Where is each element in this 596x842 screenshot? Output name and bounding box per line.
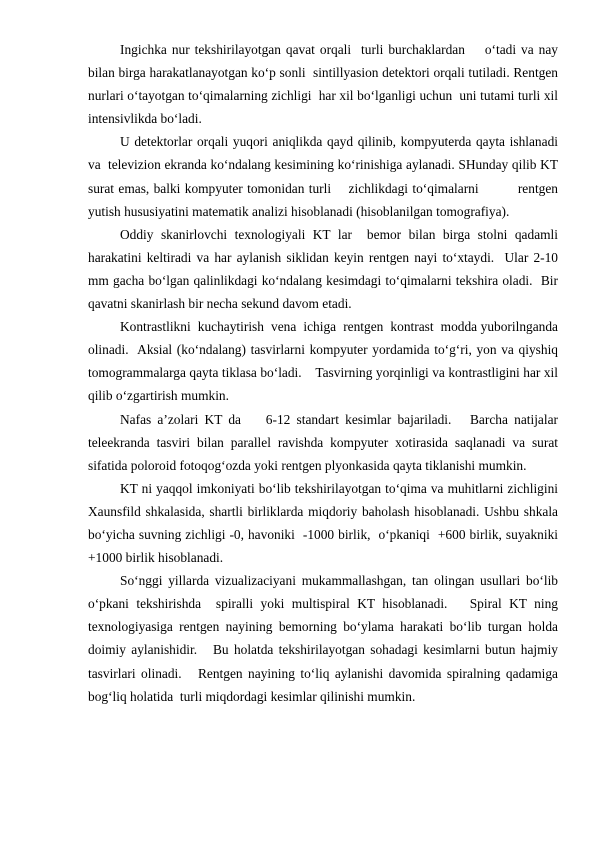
paragraph-4: Kontrastlikni kuchaytirish vena ichiga rentgen kontrast modda yuborilnganda olinadi. Aksial (ko‘ndalang) tasvirlarni kompyuter yordamida to‘g‘ri, yon va qiyshiq tomogrammalarga qayta tiklasa bo‘ladi. Tasvirning yorqinligi va kontrastligini har xil qilib o‘zgartirish mumkin. — [88, 319, 565, 404]
paragraph-5: Nafas a’zolari KT da 6-12 standart kesimlar bajariladi. Barcha natijalar teleekranda tasviri bilan parallel ravishda kompyuter xotirasida saqlanadi va surat sifatida poloroid fotoqog‘ozda yoki rentgen plyonkasida qayta tiklanishi mumkin. — [88, 411, 562, 473]
paragraph-7: So‘nggi yillarda vizualizaciyani mukammallashgan, tan olingan usullari bo‘lib o‘pkani tekshirishda spiralli yoki multispiral KT hisoblanadi. Spiral KT ning texnologiyasiga rentgen nayining bemorning bo‘ylama harakati bo‘lib turgan holda doimiy aylanishidir. Bu holatda tekshirilayotgan sohadagi kesimlarni butun hajmiy tasvirlari olinadi. Rentgen nayining to‘liq aylanishi davomida spiralning qadamiga bog‘liq holatida turli miqdordagi kesimlar qilinishi mumkin. — [88, 573, 562, 704]
paragraph-1: Ingichka nur tekshirilayotgan qavat orqali turli burchaklardan o‘tadi va nay bilan birga harakatlanayotgan ko‘p sonli sintillyasion detektori orqali tutiladi. Rentgen nurlari o‘tayotgan to‘qimalarning zichligi har xil bo‘lganligi uchun uni tutami turli xil intensivlikda bo‘ladi. — [88, 42, 562, 127]
paragraph-3: Oddiy skanirlovchi texnologiyali KT lar bemor bilan birga stolni qadamli harakatini keltiradi va har aylanish siklidan keyin rentgen nayi to‘xtaydi. Ular 2-10 mm gacha bo‘lgan qalinlikdagi ko‘ndalang kesimdagi to‘qimalarni tekshira oladi. Bir qavatni skanirlash bir necha sekund davom etadi. — [88, 226, 562, 312]
paragraph-6: KT ni yaqqol imkoniyati bo‘lib tekshirilayotgan to‘qima va muhitlarni zichligini Xaunsfild shkalasida, shartli birliklarda miqdoriy baholash hisoblanadi. Ushbu shkala bo‘yicha suvning zichligi -0, havoniki -1000 birlik, o‘pkaniqi +600 birlik, suyakniki +1000 birlik hisoblanadi. — [88, 480, 562, 566]
paragraph-2: U detektorlar orqali yuqori aniqlikda qayd qilinib, kompyuterda qayta ishlanadi va televizion ekranda ko‘ndalang kesimining ko‘rinishiga aylanadi. SHunday qilib KT surat emas, balki kompyuter tomonidan turli zichlikdagi to‘qimalarni rentgen yutish hususiyatini matematik analizi hisoblanadi (hisoblanilgan tomografiya). — [88, 134, 562, 219]
document-body — [88, 38, 565, 708]
